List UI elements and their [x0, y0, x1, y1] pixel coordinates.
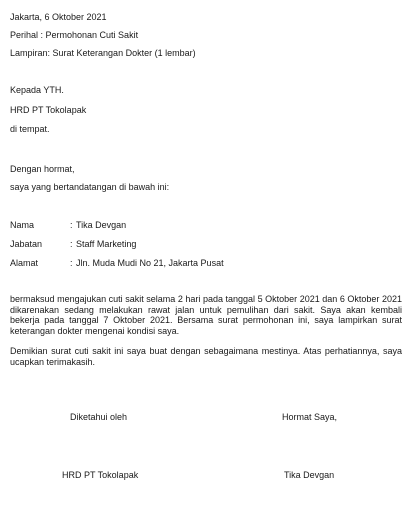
place-date: Jakarta, 6 Oktober 2021: [10, 12, 107, 22]
recipient-to: Kepada YTH.: [10, 85, 64, 95]
intro-text: saya yang bertandatangan di bawah ini:: [10, 182, 170, 192]
identity-colon: :: [70, 258, 73, 268]
identity-value: Staff Marketing: [76, 239, 137, 249]
identity-row-position: [10, 239, 136, 250]
subject-line: Perihal : Permohonan Cuti Sakit: [10, 30, 139, 40]
body-paragraph-1: bermaksud mengajukan cuti sakit selama 2 hari pada tanggal 5 Oktober 2021 dan 6 Oktober 2021 dikarenakan sedang melakukan rawat jalan untuk pemulihan dari sakit. Saya akan kembali bekerja pada tanggal 7 Oktober 2021. Bersama surat permohonan ini, saya lampirkan surat keterangan dokter mengenai kondisi saya.: [10, 294, 402, 336]
identity-label: Alamat: [10, 258, 39, 268]
attachment-line: Lampiran: Surat Keterangan Dokter (1 lembar): [10, 48, 196, 58]
identity-value: Jln. Muda Mudi No 21, Jakarta Pusat: [76, 258, 224, 268]
signature-left-title: Diketahui oleh: [70, 412, 128, 422]
identity-colon: :: [70, 239, 73, 249]
recipient-place: di tempat.: [10, 124, 50, 134]
identity-label: Nama: [10, 220, 35, 230]
identity-row-name: [10, 220, 126, 231]
signature-right-title: Hormat Saya,: [282, 412, 338, 422]
identity-label: Jabatan: [10, 239, 43, 249]
identity-value: Tika Devgan: [76, 220, 127, 230]
signature-right-name: Tika Devgan: [284, 470, 335, 480]
identity-row-address: [10, 258, 224, 269]
signature-left-name: HRD PT Tokolapak: [62, 470, 139, 480]
identity-colon: :: [70, 220, 73, 230]
salutation: Dengan hormat,: [10, 164, 75, 174]
recipient-company: HRD PT Tokolapak: [10, 105, 87, 115]
body-paragraph-2: Demikian surat cuti sakit ini saya buat dengan sebagaimana mestinya. Atas perhatiannya, saya ucapkan terimakasih.: [10, 346, 402, 367]
